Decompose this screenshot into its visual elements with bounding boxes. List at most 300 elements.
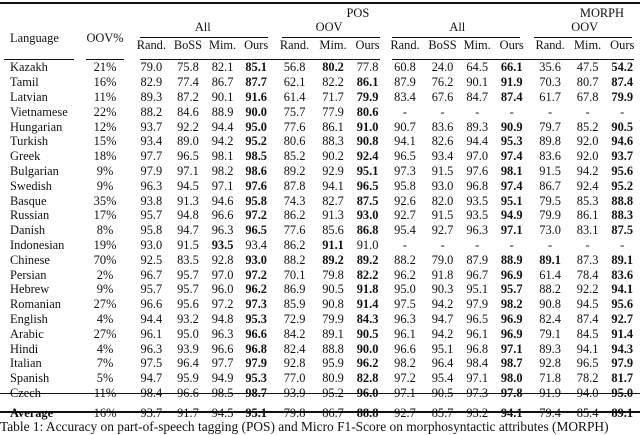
score-cell: 87.5 <box>356 193 379 208</box>
table-row <box>0 90 640 105</box>
score-cell: 67.6 <box>431 89 454 104</box>
score-cell: 90.8 <box>322 297 344 312</box>
score-cell: 94.4 <box>211 119 234 134</box>
score-cell: 94.8 <box>177 208 199 223</box>
table-row <box>0 104 640 119</box>
score-cell: 95.3 <box>245 371 267 386</box>
score-cell: 87.7 <box>245 75 267 90</box>
language-cell: Hungarian <box>10 119 63 134</box>
score-cell: - <box>548 237 553 252</box>
score-cell: 96.6 <box>140 297 163 312</box>
score-cell: 95.1 <box>356 163 379 178</box>
score-cell: 79.9 <box>539 208 561 223</box>
score-cell: 56.8 <box>283 60 306 75</box>
score-cell: 94.4 <box>466 134 489 149</box>
score-cell: 92.7 <box>611 311 634 326</box>
language-cell: English <box>10 311 48 326</box>
score-cell: 91.5 <box>431 208 454 223</box>
score-cell: 97.9 <box>611 356 634 371</box>
top-rule <box>0 2 640 4</box>
score-cell: 98.6 <box>245 163 267 178</box>
score-cell: 95.0 <box>177 326 199 341</box>
score-cell: 94.7 <box>140 371 163 386</box>
table-row <box>0 267 640 282</box>
score-cell: 93.7 <box>611 149 634 164</box>
pos-oov-header: OOV <box>315 20 343 34</box>
column-header: BoSS <box>428 38 457 52</box>
table-row <box>0 356 640 371</box>
score-cell: 70.1 <box>283 267 306 282</box>
score-cell: 79.9 <box>322 311 344 326</box>
oov-percent-cell: 18% <box>93 149 117 164</box>
score-cell: 61.7 <box>539 89 561 104</box>
score-cell: 84.2 <box>283 326 306 341</box>
language-cell: Vietnamese <box>10 104 68 119</box>
score-cell: 91.4 <box>611 326 634 341</box>
score-cell: 73.0 <box>539 223 561 238</box>
table-row <box>0 119 640 134</box>
score-cell: 82.2 <box>322 75 344 90</box>
score-cell: 96.1 <box>140 326 163 341</box>
oov-percent-cell: 4% <box>96 341 114 356</box>
score-cell: 94.2 <box>576 163 599 178</box>
score-cell: 93.2 <box>177 311 199 326</box>
score-cell: 93.7 <box>140 119 163 134</box>
score-cell: 97.5 <box>394 297 416 312</box>
column-header: Mim. <box>463 38 491 52</box>
score-cell: 96.5 <box>466 311 489 326</box>
score-cell: 96.5 <box>394 149 416 164</box>
language-cell: Average <box>10 406 54 421</box>
score-cell: 90.9 <box>500 119 523 134</box>
score-cell: 83.1 <box>576 223 599 238</box>
score-cell: 91.7 <box>177 406 199 421</box>
score-cell: 81.7 <box>611 371 634 386</box>
score-cell: 87.9 <box>394 75 416 90</box>
pos-all-header: All <box>194 20 211 34</box>
score-cell: 96.3 <box>140 341 163 356</box>
language-cell: Spanish <box>10 371 50 386</box>
score-cell: 92.5 <box>140 252 163 267</box>
score-cell: 94.6 <box>211 193 234 208</box>
score-cell: 97.9 <box>140 163 163 178</box>
score-cell: 94.1 <box>500 406 523 421</box>
score-cell: 88.2 <box>394 252 416 267</box>
score-cell: 86.1 <box>356 75 379 90</box>
score-cell: 96.8 <box>245 341 267 356</box>
score-cell: 96.0 <box>356 385 379 400</box>
table-row <box>0 149 640 164</box>
score-cell: 92.7 <box>394 208 416 223</box>
score-cell: 83.6 <box>431 119 454 134</box>
score-cell: 94.7 <box>177 223 199 238</box>
score-cell: 91.8 <box>431 267 454 282</box>
language-cell: Tamil <box>10 75 39 90</box>
table-caption: Table 1: Accuracy on part-of-speech tagging (POS) and Micro F1-Score on morphosyntactic attributes (MORPH) <box>0 419 609 434</box>
score-cell: 96.5 <box>177 149 199 164</box>
score-cell: 88.2 <box>283 252 306 267</box>
score-cell: 98.0 <box>500 371 523 386</box>
score-cell: 82.0 <box>431 193 454 208</box>
score-cell: 96.1 <box>394 326 416 341</box>
table-row <box>0 223 640 238</box>
table-row <box>0 297 640 312</box>
score-cell: 95.7 <box>500 282 523 297</box>
score-cell: 89.2 <box>283 163 306 178</box>
score-cell: 79.7 <box>539 119 561 134</box>
score-cell: 96.5 <box>245 223 267 238</box>
score-cell: 90.5 <box>322 282 344 297</box>
score-cell: 85.1 <box>245 60 267 75</box>
score-cell: 80.6 <box>283 134 306 149</box>
oov-percent-cell: 16% <box>93 406 117 421</box>
score-cell: 97.0 <box>211 267 234 282</box>
score-cell: 91.8 <box>356 282 379 297</box>
score-cell: 94.7 <box>431 311 454 326</box>
score-cell: 88.8 <box>322 341 344 356</box>
morph-all-header: All <box>449 20 466 34</box>
score-cell: 98.4 <box>140 385 163 400</box>
score-cell: 87.3 <box>576 252 599 267</box>
score-cell: 87.4 <box>611 75 634 90</box>
score-cell: 85.4 <box>576 406 599 421</box>
score-cell: 96.6 <box>245 326 267 341</box>
score-cell: 88.8 <box>611 193 634 208</box>
table-row <box>0 252 640 267</box>
score-cell: 95.8 <box>245 193 267 208</box>
score-cell: 94.2 <box>431 326 454 341</box>
score-cell: 95.2 <box>611 178 634 193</box>
language-cell: Chinese <box>10 252 50 267</box>
score-cell: 96.9 <box>500 326 523 341</box>
table-row <box>0 134 640 149</box>
score-cell: 89.1 <box>611 406 634 421</box>
table-row <box>0 193 640 208</box>
score-cell: 84.6 <box>177 104 199 119</box>
score-cell: 92.7 <box>394 406 416 421</box>
score-cell: 97.7 <box>140 149 163 164</box>
score-cell: 75.7 <box>283 104 306 119</box>
score-cell: 97.4 <box>500 178 523 193</box>
oov-percent-cell: 4% <box>96 311 114 326</box>
score-cell: 89.1 <box>322 326 344 341</box>
score-cell: 87.5 <box>611 223 634 238</box>
score-cell: 95.8 <box>394 178 416 193</box>
results-table <box>0 6 640 423</box>
score-cell: 94.2 <box>211 134 234 149</box>
score-cell: 94.5 <box>576 297 599 312</box>
score-cell: 87.4 <box>576 311 599 326</box>
score-cell: 94.1 <box>322 178 344 193</box>
score-cell: 96.3 <box>394 311 416 326</box>
score-cell: 95.2 <box>322 385 344 400</box>
score-cell: 90.2 <box>322 149 344 164</box>
column-header: Rand. <box>279 38 310 52</box>
score-cell: 93.5 <box>466 208 489 223</box>
score-cell: 82.1 <box>211 60 234 75</box>
score-cell: 75.8 <box>177 60 199 75</box>
score-cell: 95.2 <box>245 134 267 149</box>
score-cell: 96.1 <box>466 326 489 341</box>
score-cell: 66.1 <box>500 60 523 75</box>
score-cell: 98.1 <box>500 163 523 178</box>
morph-oov-header: OOV <box>571 20 599 34</box>
score-cell: 71.7 <box>322 89 344 104</box>
oov-percent-cell: 2% <box>96 267 114 282</box>
score-cell: 98.1 <box>211 149 234 164</box>
score-cell: 91.0 <box>356 237 379 252</box>
score-cell: 93.2 <box>466 406 489 421</box>
score-cell: 95.1 <box>500 193 523 208</box>
score-cell: 84.7 <box>466 89 489 104</box>
score-cell: 93.8 <box>140 193 163 208</box>
score-cell: 88.9 <box>500 252 523 267</box>
score-cell: 97.1 <box>394 385 416 400</box>
score-cell: 93.7 <box>140 406 163 421</box>
score-cell: 88.9 <box>211 104 234 119</box>
score-cell: - <box>585 104 590 119</box>
oov-percent-cell: 12% <box>93 119 117 134</box>
score-cell: 85.6 <box>322 223 344 238</box>
table-row <box>0 386 640 401</box>
language-cell: Latvian <box>10 89 48 104</box>
score-cell: 92.8 <box>539 356 561 371</box>
score-cell: 95.7 <box>177 282 199 297</box>
score-cell: 71.8 <box>539 371 561 386</box>
score-cell: 87.4 <box>500 89 523 104</box>
score-cell: 98.2 <box>500 297 523 312</box>
score-cell: 88.2 <box>140 104 163 119</box>
score-cell: 79.4 <box>539 406 561 421</box>
score-cell: 88.3 <box>611 208 634 223</box>
score-cell: 78.2 <box>576 371 599 386</box>
score-cell: 92.0 <box>576 149 599 164</box>
score-cell: 95.1 <box>245 406 267 421</box>
score-cell: 83.6 <box>539 149 561 164</box>
score-cell: 82.4 <box>539 311 561 326</box>
score-cell: 24.0 <box>431 60 454 75</box>
language-cell: Italian <box>10 356 42 371</box>
score-cell: 78.4 <box>576 267 599 282</box>
score-cell: - <box>440 237 445 252</box>
score-cell: 85.9 <box>283 297 306 312</box>
oov-percent-cell: 9% <box>96 282 114 297</box>
score-cell: 91.3 <box>322 208 344 223</box>
score-cell: 92.0 <box>576 134 599 149</box>
score-cell: 70.3 <box>539 75 561 90</box>
score-cell: 91.5 <box>177 237 199 252</box>
score-cell: - <box>475 237 480 252</box>
column-header: Mim. <box>319 38 347 52</box>
score-cell: 90.5 <box>431 385 454 400</box>
score-cell: 95.7 <box>140 208 163 223</box>
oov-percent-cell: 11% <box>93 385 117 400</box>
oov-percent-cell: 70% <box>93 252 117 267</box>
score-cell: 97.3 <box>245 297 267 312</box>
score-cell: 47.5 <box>576 60 599 75</box>
score-cell: 90.1 <box>211 89 234 104</box>
score-cell: 82.8 <box>356 371 379 386</box>
score-cell: 96.2 <box>356 356 379 371</box>
table-row <box>0 164 640 179</box>
score-cell: 93.9 <box>177 341 199 356</box>
score-cell: 95.8 <box>140 223 163 238</box>
score-cell: 85.2 <box>576 119 599 134</box>
score-cell: 93.5 <box>211 237 234 252</box>
score-cell: 90.5 <box>611 119 634 134</box>
score-cell: 96.6 <box>177 385 199 400</box>
score-cell: 82.2 <box>356 267 379 282</box>
score-cell: 90.8 <box>356 134 379 149</box>
score-cell: 94.1 <box>611 282 634 297</box>
score-cell: 74.3 <box>283 193 306 208</box>
score-cell: 87.9 <box>466 252 489 267</box>
score-cell: 87.8 <box>283 178 306 193</box>
score-cell: 94.9 <box>211 371 234 386</box>
table-row <box>0 60 640 75</box>
table-row <box>0 75 640 90</box>
language-cell: Swedish <box>10 178 52 193</box>
score-cell: 96.7 <box>140 267 163 282</box>
score-cell: 89.3 <box>539 341 561 356</box>
score-cell: - <box>620 104 625 119</box>
score-cell: 60.8 <box>394 60 416 75</box>
score-cell: 84.3 <box>356 311 379 326</box>
language-cell: Arabic <box>10 326 44 341</box>
score-cell: 79.0 <box>431 252 454 267</box>
score-cell: 92.2 <box>576 282 599 297</box>
score-cell: 98.4 <box>466 356 489 371</box>
score-cell: 96.2 <box>245 282 267 297</box>
language-cell: Greek <box>10 149 41 164</box>
score-cell: 89.3 <box>140 89 163 104</box>
score-cell: 92.4 <box>356 149 379 164</box>
score-cell: - <box>440 104 445 119</box>
score-cell: 96.3 <box>466 223 489 238</box>
score-cell: 92.8 <box>283 356 306 371</box>
score-cell: 95.0 <box>245 119 267 134</box>
score-cell: 96.5 <box>356 178 379 193</box>
score-cell: 97.1 <box>500 341 523 356</box>
score-cell: 95.7 <box>177 267 199 282</box>
score-cell: 94.1 <box>576 341 599 356</box>
score-cell: - <box>402 104 408 119</box>
oov-percent-header: OOV% <box>86 31 124 45</box>
score-cell: 95.0 <box>394 282 416 297</box>
score-cell: 93.0 <box>140 237 163 252</box>
table-row <box>0 238 640 253</box>
score-cell: 94.8 <box>211 311 234 326</box>
score-cell: - <box>402 237 408 252</box>
column-header: Ours <box>499 38 524 52</box>
score-cell: - <box>509 237 514 252</box>
score-cell: - <box>548 104 553 119</box>
score-cell: 96.5 <box>576 356 599 371</box>
score-cell: 95.7 <box>140 282 163 297</box>
score-cell: 96.3 <box>140 178 163 193</box>
language-cell: Czech <box>10 385 41 400</box>
score-cell: 86.2 <box>283 208 306 223</box>
oov-percent-cell: 27% <box>93 326 117 341</box>
language-cell: Hindi <box>10 341 39 356</box>
score-cell: 77.6 <box>283 223 306 238</box>
score-cell: 90.0 <box>245 104 267 119</box>
score-cell: 94.9 <box>500 208 523 223</box>
score-cell: 96.4 <box>177 356 199 371</box>
score-cell: 91.0 <box>356 119 379 134</box>
column-header: Ours <box>610 38 635 52</box>
score-cell: 96.3 <box>211 326 234 341</box>
score-cell: 89.0 <box>177 134 199 149</box>
score-cell: 95.0 <box>611 385 634 400</box>
score-cell: 97.3 <box>394 163 416 178</box>
oov-percent-cell: 22% <box>93 104 117 119</box>
pos-group-header: POS <box>346 6 370 20</box>
score-cell: 90.3 <box>431 282 454 297</box>
score-cell: 79.9 <box>611 89 634 104</box>
score-cell: 97.6 <box>466 163 489 178</box>
score-cell: 80.2 <box>322 60 344 75</box>
table-row <box>0 312 640 327</box>
score-cell: - <box>475 104 480 119</box>
score-cell: 94.5 <box>177 178 199 193</box>
score-cell: 90.8 <box>539 297 561 312</box>
score-cell: 95.4 <box>431 371 454 386</box>
score-cell: 91.4 <box>356 297 379 312</box>
score-cell: 91.1 <box>322 237 344 252</box>
score-cell: 82.7 <box>322 193 344 208</box>
score-cell: 67.8 <box>576 89 599 104</box>
score-cell: 97.9 <box>245 356 267 371</box>
score-cell: 89.2 <box>322 252 344 267</box>
score-cell: 97.7 <box>211 356 234 371</box>
score-cell: 79.9 <box>356 89 379 104</box>
column-header: Ours <box>355 38 380 52</box>
score-cell: 95.6 <box>611 163 634 178</box>
score-cell: 92.4 <box>576 178 599 193</box>
score-cell: 96.8 <box>466 341 489 356</box>
score-cell: 98.2 <box>394 356 416 371</box>
score-cell: 97.2 <box>245 208 267 223</box>
score-cell: 92.9 <box>322 163 344 178</box>
oov-percent-cell: 17% <box>93 208 117 223</box>
score-cell: 98.7 <box>245 385 267 400</box>
score-cell: 88.3 <box>322 134 344 149</box>
oov-percent-cell: 27% <box>93 297 117 312</box>
score-cell: 89.3 <box>466 119 489 134</box>
score-cell: 61.4 <box>283 89 306 104</box>
score-cell: 97.0 <box>466 149 489 164</box>
score-cell: 96.9 <box>500 311 523 326</box>
score-cell: 92.6 <box>394 193 416 208</box>
score-cell: 88.8 <box>356 406 379 421</box>
score-cell: 97.8 <box>500 385 523 400</box>
score-cell: 91.6 <box>245 89 267 104</box>
score-cell: 90.1 <box>466 75 489 90</box>
score-cell: 93.5 <box>466 193 489 208</box>
score-cell: 89.2 <box>356 252 379 267</box>
score-cell: 94.5 <box>211 406 234 421</box>
score-cell: 98.2 <box>211 163 234 178</box>
score-cell: 95.1 <box>431 341 454 356</box>
score-cell: 86.2 <box>283 237 306 252</box>
score-cell: 80.7 <box>576 75 599 90</box>
score-cell: 93.0 <box>245 252 267 267</box>
language-cell: Persian <box>10 267 47 282</box>
oov-percent-cell: 11% <box>93 89 117 104</box>
score-cell: 90.7 <box>394 119 416 134</box>
score-cell: 97.1 <box>466 371 489 386</box>
